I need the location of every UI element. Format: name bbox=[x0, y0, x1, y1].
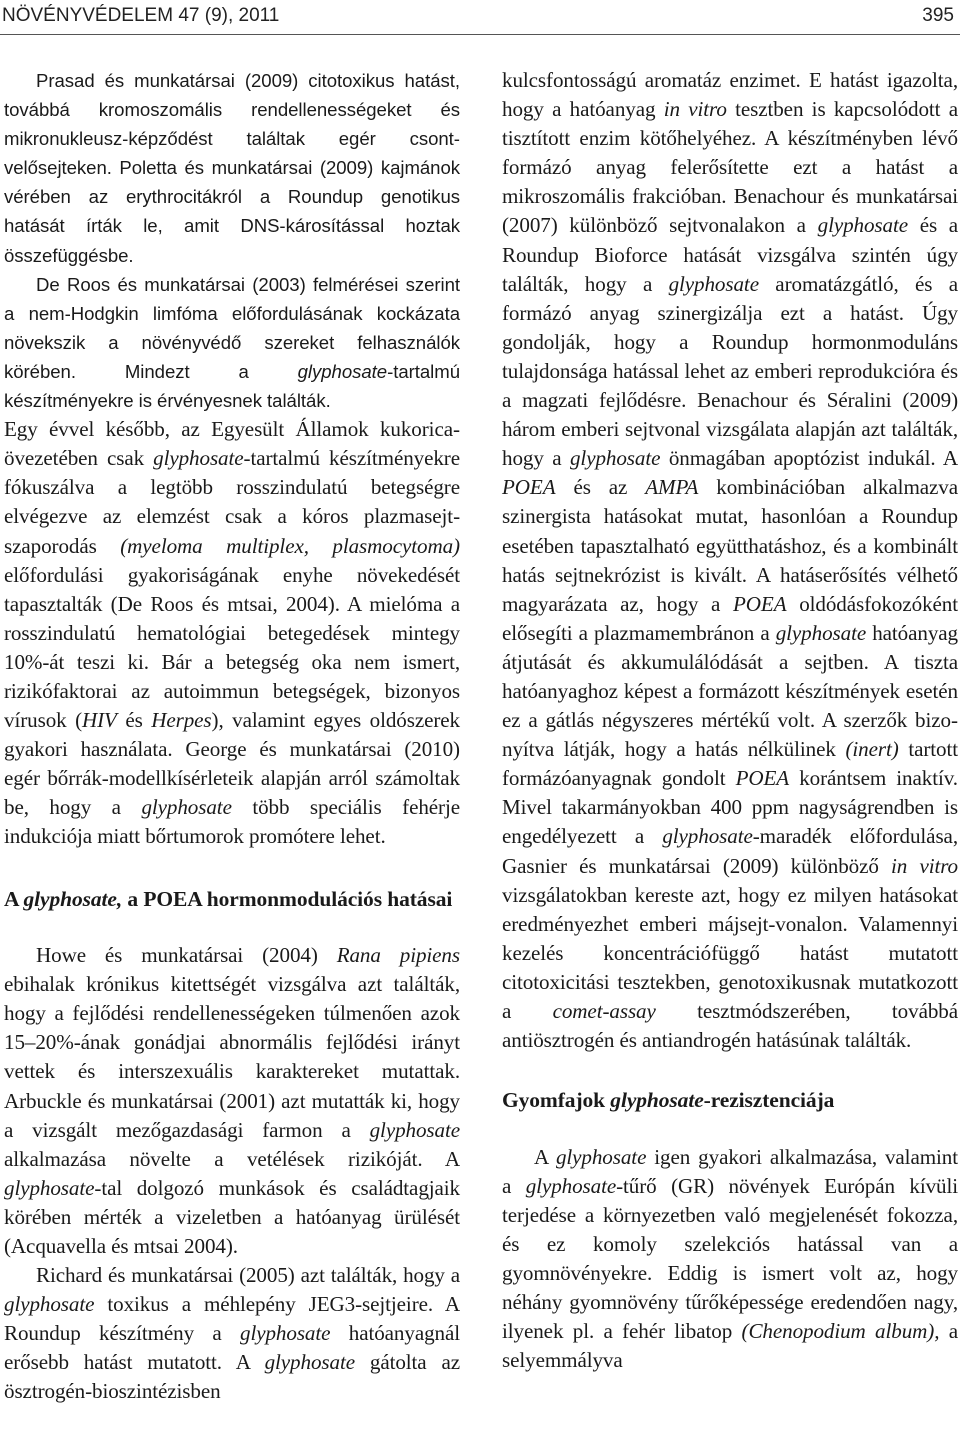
page-number: 395 bbox=[922, 5, 954, 26]
text-run-italic: glyphosate bbox=[297, 360, 388, 382]
right-column bbox=[502, 66, 958, 1375]
text-run: és a Roundup Bioforce hatását vizsgálva szintén úgy találták, hogy a bbox=[502, 213, 959, 296]
text-run: oldódásfokozóként elősegíti a plazmamembránon a bbox=[502, 591, 959, 645]
text-run: ebihalak krónikus kitettségét vizsgálva azt találták, hogy a fejlődési rendellenességeken túlmenően azok 15–20%-ának gonádjai abnormális fejlődési irányt vettek és interszexuális karaktereket mutattak. Arbuckle és munkatársai (2001) azt mutatták ki, hogy a vizsgált mezőgazdasági farmon a bbox=[4, 972, 460, 1142]
paragraph bbox=[502, 1143, 958, 1376]
section-heading bbox=[4, 885, 460, 915]
text-run: -tartalmú készítményekre is érvényesnek találták. bbox=[4, 360, 460, 412]
text-run-italic: glyphosate bbox=[264, 1350, 355, 1375]
text-run: több speciális fehérje indukciója miatt bőrtumorok promótere lehet. bbox=[4, 795, 461, 849]
text-run: De Roos és munkatársai (2003) felmérései szerint a nem-Hodgkin limfóma előfordulásának kockázata növekszik a növényvédő szereket felhasználók körében. Mindezt a bbox=[4, 273, 460, 382]
text-run-italic: glyphosate bbox=[240, 1321, 331, 1346]
text-run-italic: glyphosate bbox=[775, 620, 867, 645]
text-run: hatóanyagnál erősebb hatást mutatott. A bbox=[4, 1321, 460, 1375]
text-run-italic: glyphosate bbox=[153, 446, 244, 471]
section-spacer bbox=[502, 1116, 958, 1143]
text-run-italic: glyphosate bbox=[817, 213, 909, 238]
section-spacer bbox=[4, 914, 460, 941]
paragraph bbox=[4, 941, 460, 1261]
text-run: hatóanyag átjutását és akkumulálódását a sejtben. A tiszta hatóanyaghoz képest a formázott készítmények esetén ez a gátlás négyszeres mértékű volt. A szerzők bizonyítva látják, hogy a hatás nélkülinek bbox=[502, 620, 958, 762]
text-run: kombinációban alkalmazva szinergista hatásokat mutat, hasonlóan a Roundup esetében tapasztalható együtthatáshoz, és a kombinált hatás sejtnekrózist is kivált. A hatáserősítés vélhető magyarázata az, hogy a bbox=[502, 475, 958, 616]
text-run-italic: glyphosate bbox=[555, 1144, 647, 1169]
text-run-italic: POEA bbox=[733, 591, 787, 616]
text-run: Howe és munkatársai (2004) bbox=[36, 943, 337, 968]
section-spacer bbox=[4, 852, 460, 885]
text-run: gátolta az ösztrogén-bioszintézisben bbox=[4, 1350, 460, 1404]
text-run: -tartalmú készítményekre fókuszálva a legtöbb rosszindulatú betegségre elvégezve az elemzést csak a kóros plazmasejt-szaporodás bbox=[4, 446, 460, 558]
text-run: A bbox=[4, 886, 24, 911]
text-run: igen gyakori alkalmazása, valamint a bbox=[502, 1144, 958, 1198]
text-run-italic: glyphosate bbox=[668, 271, 759, 296]
text-run-italic: (Chenopodium album), bbox=[741, 1319, 940, 1344]
text-run: alkalmazása növelte a vetélések rizikóját. A bbox=[4, 1146, 460, 1171]
text-run-italic: AMPA bbox=[645, 475, 699, 500]
section-heading bbox=[502, 1086, 958, 1116]
text-run-italic: glyphosate bbox=[569, 446, 661, 471]
text-run: -rezisztenciája bbox=[703, 1088, 835, 1113]
text-run: -tűrő (GR) növények Európán kívüli terjedése a környezetben való megjelenését fokozza, és ez komoly szelekciós hatással van a gyomnövényekre. Eddig is ismert volt az, hogy néhány gyomnövény tűrőképessége eredendően nagy, ilyenek pl. a fehér libatop bbox=[502, 1173, 958, 1344]
paragraph bbox=[4, 270, 460, 415]
text-run: tesztmódszerében, továbbá antiösztrogén és antiandrogén hatásúnak találták. bbox=[502, 999, 958, 1053]
text-run-italic: glyphosate bbox=[4, 1175, 95, 1200]
text-run-italic: glyphosate bbox=[662, 824, 753, 849]
text-run-italic: glyphosate bbox=[369, 1117, 460, 1142]
paragraph: Prasad és munkatársai (2009) citotoxikus hatást, továbbá kromoszomális rendellenességeket és mikronukleusz-képződést találtak egér csontvelősejteken. Poletta és munkatársai (2009) kajmánok vérében az erythrocitákról a Roundup genotikus hatását írták le, amit DNS-károsítással hoztak összefüggésbe. bbox=[4, 70, 460, 266]
text-run: toxikus a méhlepény JEG3-sejtjeire. A Roundup készítmény a bbox=[4, 1292, 460, 1346]
text-run-italic: HIV bbox=[82, 708, 117, 733]
text-run: Richard és munkatársai (2005) azt találták, hogy a bbox=[36, 1263, 460, 1288]
left-column bbox=[4, 66, 460, 1407]
text-run: -maradék előfordulása, Gasnier és munkatársai (2009) különböző bbox=[502, 824, 958, 878]
paragraph bbox=[502, 66, 958, 1055]
text-run: tesztben is kapcsolódott a tisztított enzim kötőhelyéhez. A készítményben lévő formázó anyag felerősítette ezt a hatást a mikroszomális frakcióban. Benachour és munkatársai (2007) különböző sejtvonalakon a bbox=[502, 97, 958, 238]
text-run: a selyemmályva bbox=[502, 1319, 959, 1373]
text-run: aromatázgátló, és a formázó anyag szinergizálja ezt a hatást. Úgy gondolják, hogy a Roundup hormonmoduláns tulajdonsága hatással lehet az emberi reprodukcióra és a magzati fejlődésre. Benachour és Séralini (2009) három emberi sejtvonal vizsgálata alapján azt találták, hogy a bbox=[502, 271, 958, 471]
text-run: és az bbox=[555, 475, 646, 500]
text-run-italic: glyphosate, bbox=[23, 886, 123, 911]
text-run: a POEA hormonmodulációs hatásai bbox=[122, 886, 453, 911]
text-run-italic: Rana pipiens bbox=[336, 943, 460, 968]
paragraph bbox=[4, 1261, 460, 1406]
text-run-italic: glyphosate bbox=[141, 795, 232, 820]
text-run: korántsem inaktív. Mivel takarmányokban 400 ppm nagyságrendben is engedélyezett a bbox=[502, 766, 958, 849]
text-run-italic: (myeloma multiplex, plasmocytoma) bbox=[120, 533, 460, 558]
text-run: Egy évvel később, az Egyesült Államok kukoricaövezetében csak bbox=[4, 417, 460, 471]
text-run: -tal dolgozó munkások és családtagjaik körében mérték a vizeletben a hatóanyag ürülését (Acquavella és mtsai 2004). bbox=[4, 1175, 460, 1258]
text-run: kulcsfontosságú aromatáz enzimet. E hatást igazolta, hogy a hatóanyag bbox=[502, 68, 958, 122]
text-run-italic: glyphosate bbox=[525, 1173, 617, 1198]
text-run-italic: comet-assay bbox=[552, 999, 656, 1023]
header-rule bbox=[0, 34, 960, 35]
paragraph bbox=[4, 415, 460, 851]
text-run-italic: (inert) bbox=[845, 737, 899, 762]
running-header bbox=[0, 0, 960, 32]
text-run-italic: glyphosate bbox=[4, 1292, 95, 1317]
text-run-italic: POEA bbox=[502, 475, 556, 500]
text-run: és bbox=[116, 708, 152, 733]
text-run: vizsgálatokban kereste azt, hogy ez milyen hatásokat eredményezhet emberi májsejt-vonalon. Valamennyi kezelés koncentrációfüggő hatást mutatott citotoxicitási tesztekben, genotoxikusnak mutatkozott a bbox=[502, 882, 958, 1023]
text-run-italic: in vitro bbox=[663, 97, 727, 122]
text-run: Gyomfajok bbox=[502, 1088, 611, 1113]
text-run-italic: in vitro bbox=[891, 853, 959, 878]
text-run: tartott formázóanyagnak gondolt bbox=[502, 737, 958, 791]
text-run-italic: Herpes bbox=[151, 708, 212, 733]
text-run-italic: POEA bbox=[735, 766, 790, 791]
text-run: A bbox=[534, 1144, 556, 1169]
text-run: előfordulási gyakoriságának enyhe növekedését tapasztalták (De Roos és mtsai, 2004). A mielóma a rosszindulatú hematológiai betegedések mintegy 10%-át teszi ki. Bár a betegség oka nem ismert, rizikófaktorai az autoimmun betegségek, bizonyos vírusok ( bbox=[4, 562, 460, 733]
text-run: ), valamint egyes oldószerek gyakori használata. George és munkatársai (2010) egér bőrrák-modellkísérleteik alapján arról számoltak be, hogy a bbox=[4, 708, 460, 820]
text-run-italic: glyphosate bbox=[610, 1088, 704, 1113]
text-run: önmagában apoptózist indukál. A bbox=[660, 446, 958, 471]
journal-title: NÖVÉNYVÉDELEM 47 (9), 2011 bbox=[2, 5, 280, 26]
section-spacer bbox=[502, 1055, 958, 1086]
